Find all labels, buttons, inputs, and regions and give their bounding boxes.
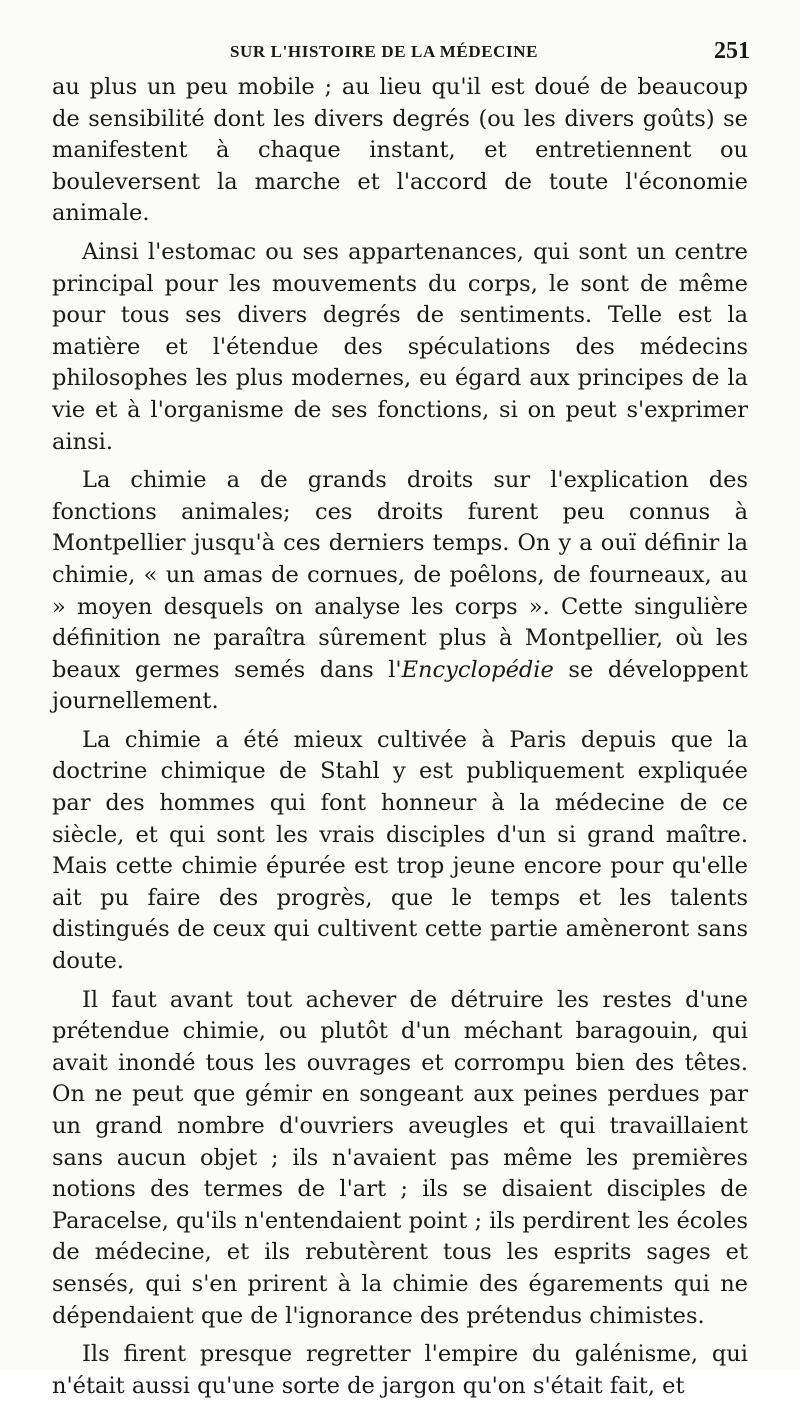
page-number: 251 <box>714 38 750 64</box>
paragraph-3-text: La chimie a de grands droits sur l'explication des fonctions animales; ces droits furent peu connus à Montpellier jusqu'à ces derniers temps. On y a ouï définir la chimie, « un amas de cornues, de poêlons, de fourneaux, au » moyen desquels on analyse les corps ». Cette singulière définition ne paraîtra sûrement plus à Montpellier, où les beaux germes semés dans l' <box>52 467 748 683</box>
paragraph-3-text-after: se développent journellement. <box>52 656 748 715</box>
encyclopedie-title: Encyclopédie <box>401 656 554 683</box>
paragraph-1 <box>52 72 748 230</box>
paragraph-6 <box>52 1339 748 1402</box>
paragraph-1-text: au plus un peu mobile ; au lieu qu'il est doué de beaucoup de sensibilité dont les divers degrés (ou les divers goûts) se manifestent à chaque instant, et entretiennent ou bouleversent la marche et l'accord de toute l'économie animale. <box>52 74 748 227</box>
body-text <box>52 72 748 1402</box>
paragraph-2 <box>52 237 748 458</box>
paragraph-5-text: Il faut avant tout achever de détruire les restes d'une prétendue chimie, ou plutôt d'un méchant baragouin, qui avait inondé tous les ouvrages et corrompu bien des têtes. On ne peut que gémir en songeant aux peines perdues par un grand nombre d'ouvriers aveugles et qui travaillaient sans aucun objet ; ils n'avaient pas même les premières notions des termes de l'art ; ils se disaient disciples de Paracelse, qu'ils n'entendaient point ; ils perdirent les écoles de médecine, et ils rebutèrent tous les esprits sages et sensés, qui s'en prirent à la chimie des égarements qui ne dépendaient que de l'ignorance des prétendus chimistes. <box>52 986 748 1329</box>
paragraph-6-text: Ils firent presque regretter l'empire du galénisme, qui n'était aussi qu'une sorte de jargon qu'on s'était fait, et <box>52 1341 748 1399</box>
paragraph-5 <box>52 985 748 1333</box>
paragraph-3 <box>52 465 748 718</box>
paragraph-2-text: Ainsi l'estomac ou ses appartenances, qui sont un centre principal pour les mouvements du corps, le sont de même pour tous ses divers degrés de sentiments. Telle est la matière et l'étendue des spéculations des médecins philosophes les plus modernes, eu égard aux principes de la vie et à l'organisme de ses fonctions, si on peut s'exprimer ainsi. <box>52 238 748 455</box>
paragraph-4-text: La chimie a été mieux cultivée à Paris depuis que la doctrine chimique de Stahl y est publiquement expliquée par des hommes qui font honneur à la médecine de ce siècle, et qui sont les vrais disciples d'un si grand maître. Mais cette chimie épurée est trop jeune encore pour qu'elle ait pu faire des progrès, que le temps et les talents distingués de ceux qui cultivent cette partie amèneront sans doute. <box>52 726 748 975</box>
paragraph-4 <box>52 725 748 978</box>
running-head: SUR L'HISTOIRE DE LA MÉDECINE <box>230 42 539 61</box>
page-header <box>52 38 764 68</box>
